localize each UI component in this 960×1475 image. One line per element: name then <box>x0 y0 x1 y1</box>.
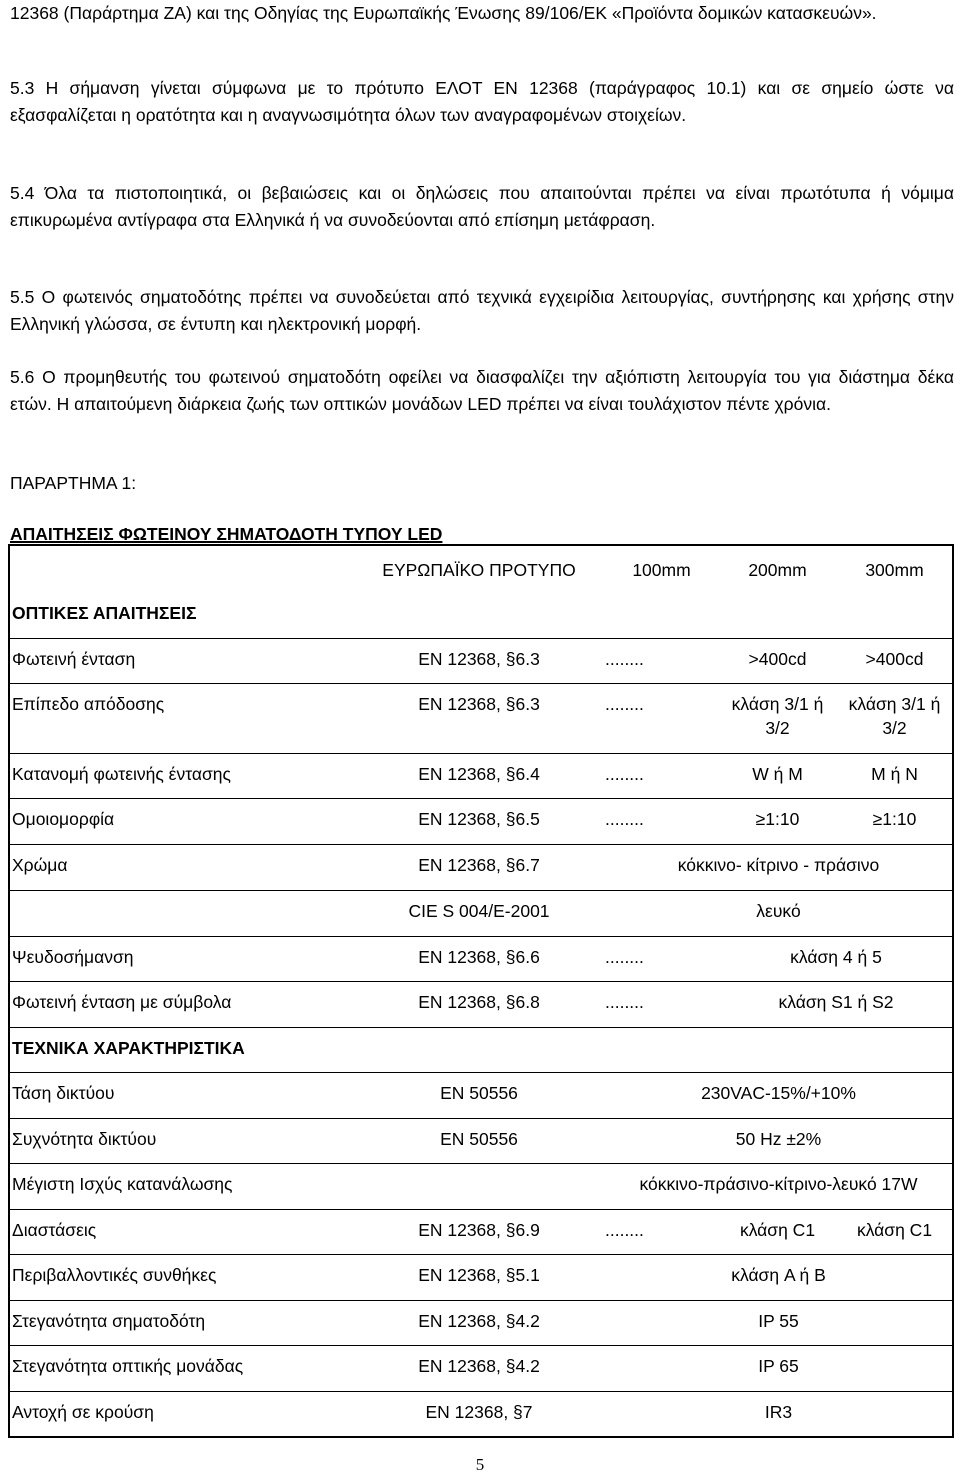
row-value-100: ........ <box>603 798 718 844</box>
paragraph-5-5: 5.5 Ο φωτεινός σηματοδότης πρέπει να συνοδεύεται από τεχνικά εγχειρίδια λειτουργίας, συντήρησης και χρήσης στην Ελληνική γλώσσα, σε έντυπη και ηλεκτρονική μορφή. <box>10 287 954 334</box>
table-row <box>9 1209 953 1254</box>
row-label: Επίπεδο απόδοσης <box>9 683 353 753</box>
annex-label: ΠΑΡΑΡΤΗΜΑ 1: <box>10 473 137 493</box>
table-row-cie <box>9 890 953 936</box>
row-value-100: ........ <box>603 753 718 798</box>
table-title: ΑΠΑΙΤΗΣΕΙΣ ΦΩΤΕΙΝΟΥ ΣΗΜΑΤΟΔΟΤΗ ΤΥΠΟΥ LED <box>10 524 443 544</box>
section-row-optical <box>9 593 953 638</box>
row-standard: EN 12368, §6.5 <box>353 798 603 844</box>
row-value-300: κλάση 3/1 ή 3/2 <box>835 683 953 753</box>
row-value-100: ........ <box>603 936 718 981</box>
table-row <box>9 753 953 798</box>
row-value-span: κλάση A ή B <box>603 1254 953 1300</box>
table-row <box>9 1391 953 1437</box>
row-label: Ψευδοσήμανση <box>9 936 353 981</box>
section-row-technical <box>9 1027 953 1072</box>
paragraph-intro: 12368 (Παράρτημα ΖΑ) και της Οδηγίας της Ευρωπαϊκής Ένωσης 89/106/ΕΚ «Προϊόντα δομικών κατασκευών». <box>10 3 877 23</box>
row-label: Φωτεινή ένταση με σύμβολα <box>9 981 353 1027</box>
paragraph-5-6: 5.6 Ο προμηθευτής του φωτεινού σηματοδότη οφείλει να διασφαλίζει την αξιόπιστη λειτουργία του για διάστημα δέκα ετών. Η απαιτούμενη διάρκεια ζωής των οπτικών μονάδων LED πρέπει να είναι τουλάχιστον πέντε χρόνια. <box>10 367 954 414</box>
table-row-color <box>9 844 953 890</box>
row-label: Στεγανότητα οπτικής μονάδας <box>9 1345 353 1391</box>
row-value-100: ........ <box>603 981 718 1027</box>
row-standard: EN 12368, §6.6 <box>353 936 603 981</box>
table-row <box>9 1072 953 1118</box>
row-label: Διαστάσεις <box>9 1209 353 1254</box>
row-standard: EN 12368, §4.2 <box>353 1345 603 1391</box>
row-label: Χρώμα <box>9 844 353 890</box>
row-standard: EN 12368, §6.7 <box>353 844 603 890</box>
row-standard: EN 12368, §6.9 <box>353 1209 603 1254</box>
row-label: Στεγανότητα σηματοδότη <box>9 1300 353 1345</box>
table-row <box>9 1163 953 1209</box>
row-value-300: M ή N <box>835 753 953 798</box>
row-value-span: κόκκινο-πράσινο-κίτρινο-λευκό 17W <box>603 1163 953 1209</box>
row-value-span: κόκκινο- κίτρινο - πράσινο <box>603 844 953 890</box>
row-standard <box>353 1163 603 1209</box>
header-100mm: 100mm <box>603 545 718 593</box>
section-optical: ΟΠΤΙΚΕΣ ΑΠΑΙΤΗΣΕΙΣ <box>9 593 953 638</box>
table-row <box>9 936 953 981</box>
row-value-span: 50 Hz ±2% <box>603 1118 953 1163</box>
row-standard: EN 12368, §6.4 <box>353 753 603 798</box>
row-value-span: IP 55 <box>603 1300 953 1345</box>
row-label: Μέγιστη Ισχύς κατανάλωσης <box>9 1163 353 1209</box>
row-value-span: κλάση S1 ή S2 <box>718 981 953 1027</box>
table-row <box>9 638 953 683</box>
paragraph-5-4: 5.4 Όλα τα πιστοποιητικά, οι βεβαιώσεις και οι δηλώσεις που απαιτούνται πρέπει να είναι πρωτότυπα ή νόμιμα επικυρωμένα αντίγραφα στα Ελληνικά ή να συνοδεύονται από επίσημη μετάφραση. <box>10 183 954 230</box>
paragraph-5-3: 5.3 Η σήμανση γίνεται σύμφωνα με το πρότυπο ΕΛΟΤ ΕΝ 12368 (παράγραφος 10.1) και σε σημείο ώστε να εξασφαλίζεται η ορατότητα και η αναγνωσιμότητα όλων των αναγραφομένων στοιχείων. <box>10 78 954 125</box>
row-value-span: λευκό <box>603 890 953 936</box>
row-label: Κατανομή φωτεινής έντασης <box>9 753 353 798</box>
row-value-100: ........ <box>603 1209 718 1254</box>
row-standard: EN 50556 <box>353 1118 603 1163</box>
row-value-span: IR3 <box>603 1391 953 1437</box>
row-standard: EN 12368, §6.8 <box>353 981 603 1027</box>
page-number: 5 <box>475 1455 485 1474</box>
row-value-100: ........ <box>603 638 718 683</box>
table-row <box>9 1118 953 1163</box>
row-value-200: ≥1:10 <box>718 798 835 844</box>
row-standard: EN 12368, §7 <box>353 1391 603 1437</box>
row-label: Περιβαλλοντικές συνθήκες <box>9 1254 353 1300</box>
section-technical: ΤΕΧΝΙΚΑ ΧΑΡΑΚΤΗΡΙΣΤΙΚΑ <box>9 1027 953 1072</box>
row-standard: EN 12368, §6.3 <box>353 638 603 683</box>
table-row <box>9 798 953 844</box>
row-label: Φωτεινή ένταση <box>9 638 353 683</box>
row-standard: EN 12368, §5.1 <box>353 1254 603 1300</box>
row-value-span: κλάση 4 ή 5 <box>718 936 953 981</box>
row-label: Ομοιομορφία <box>9 798 353 844</box>
row-value-300: κλάση C1 <box>835 1209 953 1254</box>
row-value-200: >400cd <box>718 638 835 683</box>
row-label: Συχνότητα δικτύου <box>9 1118 353 1163</box>
table-row <box>9 1345 953 1391</box>
table-row <box>9 1254 953 1300</box>
row-label: Τάση δικτύου <box>9 1072 353 1118</box>
row-value-300: ≥1:10 <box>835 798 953 844</box>
row-value-span: IP 65 <box>603 1345 953 1391</box>
header-300mm: 300mm <box>835 545 953 593</box>
row-label: Αντοχή σε κρούση <box>9 1391 353 1437</box>
table-row <box>9 981 953 1027</box>
table-row <box>9 1300 953 1345</box>
row-value-200: κλάση C1 <box>718 1209 835 1254</box>
row-standard: EN 50556 <box>353 1072 603 1118</box>
row-value-span: 230VAC-15%/+10% <box>603 1072 953 1118</box>
header-200mm: 200mm <box>718 545 835 593</box>
row-standard: EN 12368, §6.3 <box>353 683 603 753</box>
row-standard: CIE S 004/E-2001 <box>353 890 603 936</box>
requirements-table <box>8 544 954 1438</box>
header-standard: ΕΥΡΩΠΑΪΚΟ ΠΡΟΤΥΠΟ <box>353 545 603 593</box>
row-value-100: ........ <box>603 683 718 753</box>
row-value-200: W ή M <box>718 753 835 798</box>
table-row <box>9 683 953 753</box>
table-header-row <box>9 545 953 593</box>
row-value-300: >400cd <box>835 638 953 683</box>
row-standard: EN 12368, §4.2 <box>353 1300 603 1345</box>
row-value-200: κλάση 3/1 ή 3/2 <box>718 683 835 753</box>
